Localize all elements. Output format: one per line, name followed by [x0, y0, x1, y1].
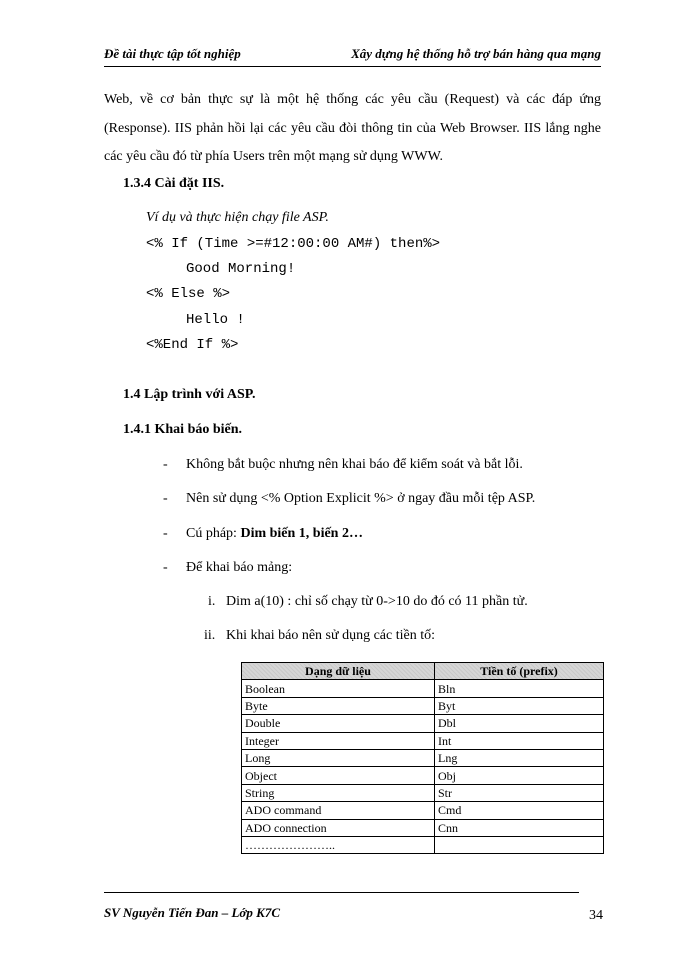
- table-row: [242, 697, 604, 714]
- prefix-cell: Int: [435, 732, 604, 749]
- table-row: [242, 819, 604, 836]
- bullet-item-3: [186, 526, 363, 542]
- bullet-dash: -: [163, 457, 168, 472]
- type-cell: String: [242, 784, 435, 801]
- bullet-item-1: Không bắt buộc nhưng nên khai báo để kiểm soát và bắt lỗi.: [186, 457, 523, 472]
- page-number: 34: [589, 908, 603, 923]
- footer-rule: [104, 892, 579, 893]
- type-cell: ADO command: [242, 802, 435, 819]
- type-cell: Double: [242, 715, 435, 732]
- column-header-data-type: Dạng dữ liệu: [242, 663, 435, 680]
- table-row: [242, 749, 604, 766]
- table-row: [242, 802, 604, 819]
- type-cell: …………………..: [242, 836, 435, 853]
- example-label: Ví dụ và thực hiện chạy file ASP.: [146, 210, 329, 225]
- prefix-cell: Lng: [435, 749, 604, 766]
- table-row: [242, 680, 604, 697]
- syntax-label: Cú pháp:: [186, 526, 241, 541]
- type-cell: Long: [242, 749, 435, 766]
- header-left-title: Đề tài thực tập tốt nghiệp: [104, 46, 241, 61]
- prefix-cell: Str: [435, 784, 604, 801]
- column-header-prefix: Tiền tố (prefix): [435, 663, 604, 680]
- type-cell: Byte: [242, 697, 435, 714]
- bullet-item-2: Nên sử dụng <% Option Explicit %> ở ngay đầu mỗi tệp ASP.: [186, 491, 536, 506]
- prefix-cell: Obj: [435, 767, 604, 784]
- sub-item-number: i.: [208, 594, 216, 609]
- prefix-table: [241, 662, 604, 854]
- bullet-item-4: Để khai báo mảng:: [186, 560, 293, 575]
- prefix-cell: Cnn: [435, 819, 604, 836]
- sub-item-number: ii.: [204, 628, 216, 643]
- bullet-dash: -: [163, 560, 168, 575]
- section-heading-1-3-4: 1.3.4 Cài đặt IIS.: [123, 176, 225, 191]
- prefix-cell: Cmd: [435, 802, 604, 819]
- sub-item-text: Khi khai báo nên sử dụng các tiền tố:: [226, 628, 435, 643]
- table-row: [242, 784, 604, 801]
- syntax-bold: Dim biến 1, biến 2…: [240, 526, 363, 541]
- type-cell: Object: [242, 767, 435, 784]
- bullet-dash: -: [163, 526, 168, 541]
- prefix-cell: [435, 836, 604, 853]
- code-line-1: <% If (Time >=#12:00:00 AM#) then%>: [146, 236, 441, 252]
- sub-item-text: Dim a(10) : chỉ số chạy từ 0->10 do đó có 11 phần tử.: [226, 594, 528, 609]
- table-row: [242, 767, 604, 784]
- type-cell: Boolean: [242, 680, 435, 697]
- footer-author: SV Nguyễn Tiến Đan – Lớp K7C: [104, 905, 281, 920]
- code-line-3: <% Else %>: [146, 286, 231, 302]
- prefix-cell: Dbl: [435, 715, 604, 732]
- code-line-2: Good Morning!: [186, 261, 296, 277]
- type-cell: Integer: [242, 732, 435, 749]
- section-heading-1-4-1: 1.4.1 Khai báo biến.: [123, 422, 243, 437]
- prefix-cell: Bln: [435, 680, 604, 697]
- code-line-5: <%End If %>: [146, 337, 239, 353]
- section-heading-1-4: 1.4 Lập trình với ASP.: [123, 387, 256, 402]
- table-row: [242, 732, 604, 749]
- table-row: [242, 836, 604, 853]
- table-row: [242, 715, 604, 732]
- header-right-title: Xây dựng hệ thống hỗ trợ bán hàng qua mạng: [351, 46, 601, 61]
- bullet-dash: -: [163, 491, 168, 506]
- header-rule: [104, 66, 601, 67]
- prefix-cell: Byt: [435, 697, 604, 714]
- type-cell: ADO connection: [242, 819, 435, 836]
- intro-paragraph: Web, về cơ bản thực sự là một hệ thống các yêu cầu (Request) và các đáp ứng (Response). IIS phản hồi lại các yêu cầu đòi thông tin của Web Browser. IIS lắng nghe các yêu cầu đó từ phía Users trên một mạng sử dụng WWW.: [104, 92, 601, 164]
- table-header-row: [242, 663, 604, 680]
- code-line-4: Hello !: [186, 312, 245, 328]
